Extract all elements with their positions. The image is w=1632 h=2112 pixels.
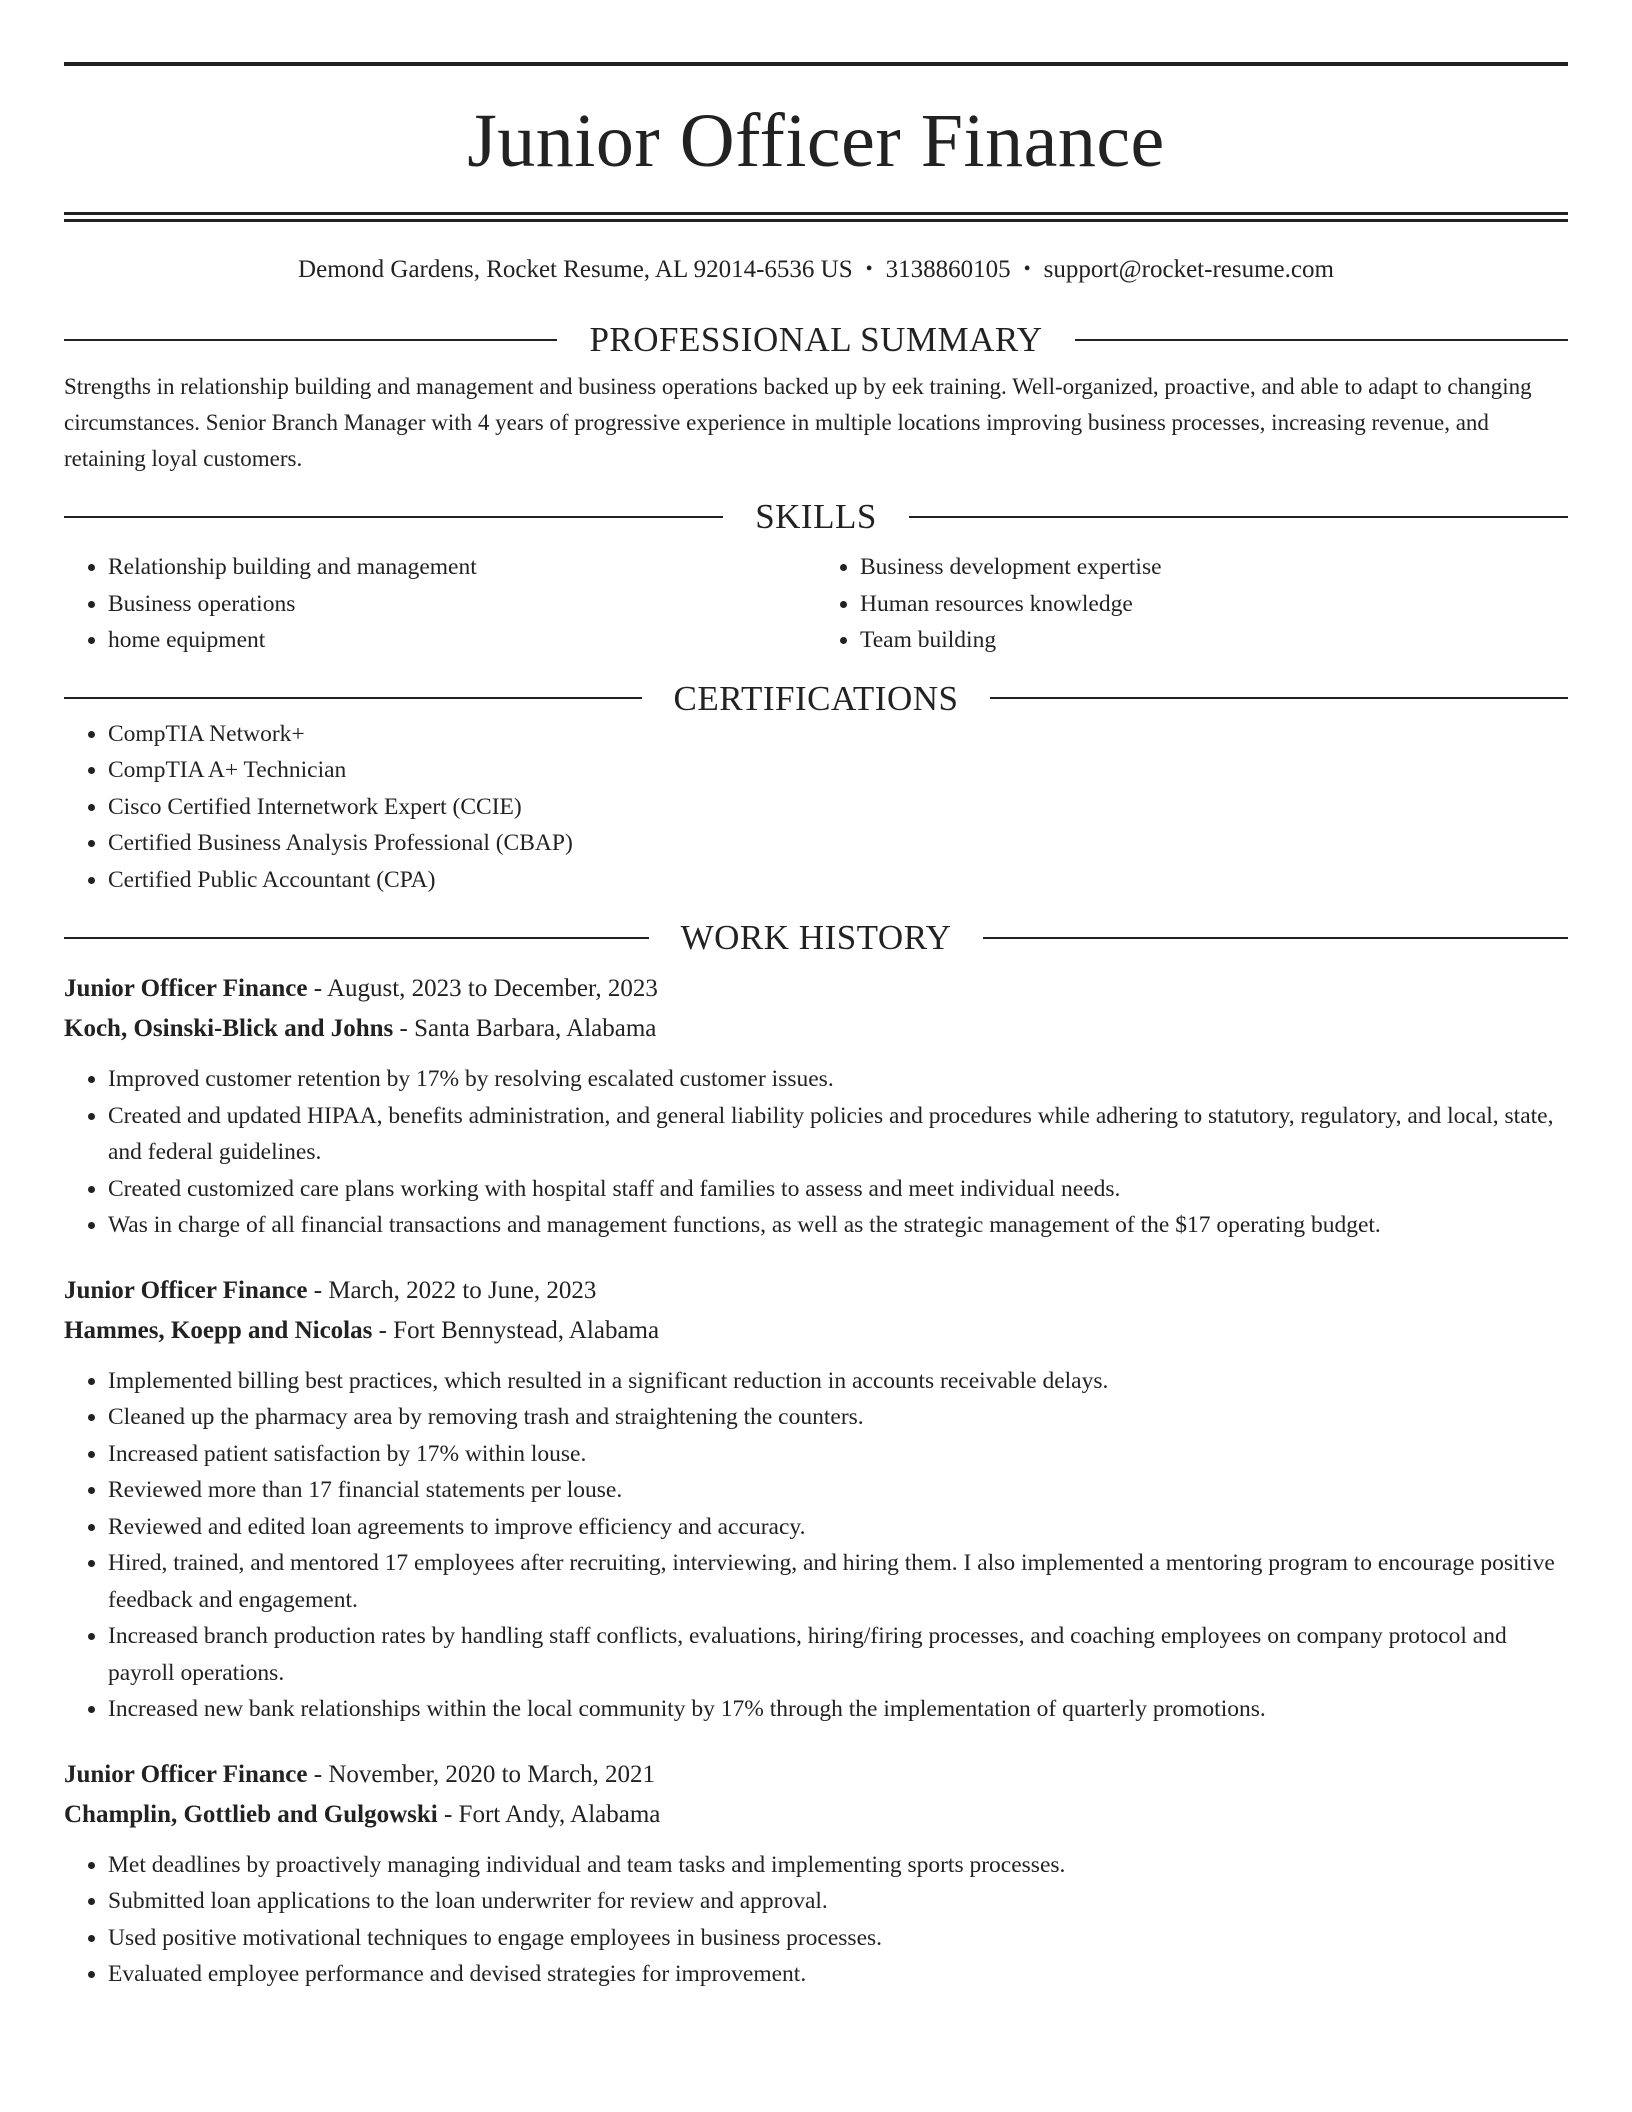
section-heading-summary (64, 322, 1568, 357)
contact-line (64, 257, 1568, 282)
job-location: - Fort Andy, Alabama (437, 1800, 661, 1828)
skills-list-right (816, 549, 1568, 659)
job-title: Junior Officer Finance (64, 1276, 308, 1304)
job-dates: - November, 2020 to March, 2021 (307, 1760, 656, 1788)
skills-heading: SKILLS (755, 497, 877, 536)
section-heading-work-history (64, 920, 1568, 955)
job-bullet: • Hired, trained, and mentored 17 employees after recruiting, interviewing, and hiring them. I also implemented a mentoring program to encourage positive feedback and engagement. (108, 1545, 1568, 1618)
summary-heading: PROFESSIONAL SUMMARY (589, 320, 1043, 359)
job-bullet: • Reviewed and edited loan agreements to improve efficiency and accuracy. (108, 1509, 1568, 1546)
job-company-line (64, 1795, 1568, 1835)
job-bullet: • Submitted loan applications to the loan underwriter for review and approval. (108, 1883, 1568, 1920)
contact-address: Demond Gardens, Rocket Resume, AL 92014-6536 US (298, 256, 853, 283)
job-bullet: • Met deadlines by proactively managing individual and team tasks and implementing sports processes. (108, 1847, 1568, 1884)
contact-separator: • (865, 258, 873, 280)
job-bullet: • Increased branch production rates by handling staff conflicts, evaluations, hiring/firing processes, and coaching employees on company protocol and payroll operations. (108, 1618, 1568, 1691)
job-bullet: • Reviewed more than 17 financial statements per louse. (108, 1472, 1568, 1509)
section-heading-skills (64, 499, 1568, 534)
heading-rule (983, 937, 1568, 939)
skill-item: • Human resources knowledge (860, 586, 1568, 623)
heading-rule (64, 937, 649, 939)
job-title: Junior Officer Finance (64, 975, 308, 1002)
job-dates: - March, 2022 to June, 2023 (307, 1276, 597, 1304)
job-bullets (64, 1061, 1568, 1244)
job-entry (64, 969, 1568, 1244)
certification-item: • Certified Business Analysis Professional (CBAP) (108, 825, 1568, 862)
job-title: Junior Officer Finance (64, 1760, 308, 1788)
work-history-heading: WORK HISTORY (680, 918, 952, 957)
top-rule (64, 62, 1568, 66)
resume-title: Junior Officer Finance (467, 99, 1165, 183)
heading-rule (1075, 339, 1568, 341)
job-title-line (64, 1755, 1568, 1795)
job-location: - Santa Barbara, Alabama (393, 1015, 657, 1042)
skills-grid (64, 549, 1568, 659)
job-bullet: • Was in charge of all financial transactions and management functions, as well as the strategic management of the $17 operating budget. (108, 1207, 1568, 1244)
heading-rule (909, 516, 1568, 518)
job-bullets (64, 1847, 1568, 1993)
job-entry (64, 1755, 1568, 1993)
job-bullet: • Increased new bank relationships within the local community by 17% through the implementation of quarterly promotions. (108, 1691, 1568, 1728)
contact-separator: • (1023, 258, 1031, 280)
job-bullet: • Cleaned up the pharmacy area by removing trash and straightening the counters. (108, 1399, 1568, 1436)
skills-list-left (64, 549, 816, 659)
job-company-line (64, 1311, 1568, 1351)
contact-email: support@rocket-resume.com (1043, 256, 1334, 283)
title-double-rule (64, 212, 1568, 222)
skill-item: • Business operations (108, 586, 816, 623)
heading-rule (64, 516, 723, 518)
job-bullet: • Created customized care plans working with hospital staff and families to assess and meet individual needs. (108, 1171, 1568, 1208)
certification-item: • Certified Public Accountant (CPA) (108, 862, 1568, 899)
job-bullet: • Implemented billing best practices, which resulted in a significant reduction in accounts receivable delays. (108, 1363, 1568, 1400)
certifications-heading: CERTIFICATIONS (673, 678, 959, 718)
skill-item: • Relationship building and management (108, 549, 816, 586)
job-entry (64, 1271, 1568, 1728)
summary-text: Strengths in relationship building and management and business operations backed up by eek training. Well-organized, proactive, and able to adapt to changing circumstances. Senior Branch Manager with 4 years of progressive experience in multiple locations improving business processes, increasing revenue, and retaining loyal customers. (64, 374, 1532, 471)
job-bullet: • Improved customer retention by 17% by resolving escalated customer issues. (108, 1061, 1568, 1098)
job-location: - Fort Bennystead, Alabama (372, 1316, 660, 1344)
job-company: Champlin, Gottlieb and Gulgowski (64, 1800, 438, 1828)
skill-item: • Business development expertise (860, 549, 1568, 586)
heading-rule (64, 697, 642, 699)
skill-item: • Team building (860, 622, 1568, 659)
job-bullet: • Created and updated HIPAA, benefits administration, and general liability policies and procedures while adhering to statutory, regulatory, and local, state, and federal guidelines. (108, 1098, 1568, 1171)
contact-phone: 3138860105 (885, 256, 1011, 283)
job-bullet: • Evaluated employee performance and devised strategies for improvement. (108, 1956, 1568, 1993)
job-bullets (64, 1363, 1568, 1728)
certification-item: • CompTIA A+ Technician (108, 752, 1568, 789)
certifications-list (64, 716, 1568, 899)
heading-rule (990, 697, 1568, 699)
job-dates: - August, 2023 to December, 2023 (307, 975, 658, 1002)
certification-item: • Cisco Certified Internetwork Expert (CCIE) (108, 789, 1568, 826)
skill-item: • home equipment (108, 622, 816, 659)
job-bullet: • Used positive motivational techniques to engage employees in business processes. (108, 1920, 1568, 1957)
section-heading-certifications (64, 678, 1568, 718)
job-company: Hammes, Koepp and Nicolas (64, 1316, 373, 1344)
job-title-line (64, 1271, 1568, 1311)
job-bullet: • Increased patient satisfaction by 17% within louse. (108, 1436, 1568, 1473)
certification-item: • CompTIA Network+ (108, 716, 1568, 753)
job-company-line (64, 1009, 1568, 1049)
job-title-line (64, 969, 1568, 1009)
heading-rule (64, 339, 557, 341)
job-company: Koch, Osinski-Blick and Johns (64, 1015, 394, 1042)
